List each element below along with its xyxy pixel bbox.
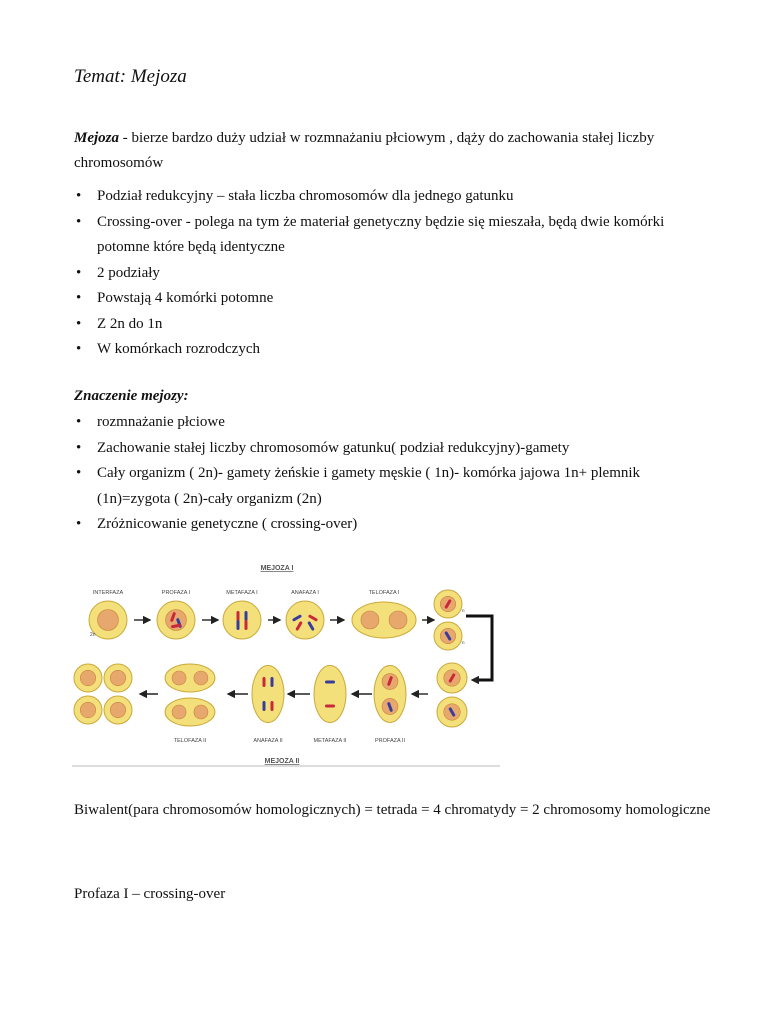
cell-shape: [286, 601, 324, 639]
nucleus-shape: [110, 702, 125, 717]
stage-label: ANAFAZA II: [253, 738, 283, 744]
chromosome-shape: [325, 705, 335, 708]
stage-label: METAFAZA II: [313, 738, 347, 744]
meiosis-significance-list: [74, 410, 714, 538]
list-item: • Zachowanie stałej liczby chromosomów gatunku( podział redukcyjny)-gamety: [74, 436, 714, 462]
intro-text: bierze bardzo duży udział w rozmnażaniu płciowym , dąży do zachowania stałej liczby chromosomów: [74, 130, 655, 171]
dividing-cell-shape: [314, 666, 346, 723]
nucleus-shape: [80, 670, 95, 685]
nucleus-shape: [361, 611, 379, 629]
ploidy-label: n: [462, 608, 465, 613]
chromosome-shape: [263, 701, 266, 711]
ploidy-label: n: [462, 640, 465, 645]
stage-label: INTERFAZA: [92, 590, 124, 596]
nucleus-shape: [194, 671, 208, 685]
nucleus-shape: [389, 611, 407, 629]
list-item: • Powstają 4 komórki potomne: [74, 286, 714, 312]
list-item: • Crossing-over - polega na tym że materiał genetyczny będzie się mieszała, będą dwie komórki potomne które będą identyczne: [74, 210, 714, 261]
nucleus-shape: [110, 670, 125, 685]
ploidy-label: 2n: [90, 632, 96, 638]
chromosome-shape: [245, 620, 248, 630]
intro-dash: -: [119, 130, 132, 146]
stage-label: PROFAZA I: [161, 590, 191, 596]
list-item: • Podział redukcyjny – stała liczba chromosomów dla jednego gatunku: [74, 184, 714, 210]
list-item: • Z 2n do 1n: [74, 312, 714, 338]
diagram-layer: [74, 590, 492, 744]
chromosome-shape: [263, 677, 266, 687]
dividing-cell-shape: [252, 666, 284, 723]
list-item: • Zróżnicowanie genetyczne ( crossing-over): [74, 512, 714, 538]
list-item: • Cały organizm ( 2n)- gamety żeńskie i gamety męskie ( 1n)- komórka jajowa 1n+ plemnik (1n)=zygota ( 2n)-cały organizm (2n): [74, 461, 714, 512]
intro-term: Mejoza: [74, 130, 119, 146]
meiosis-features-list: [74, 184, 714, 363]
chromosome-shape: [237, 620, 240, 630]
nucleus-shape: [172, 705, 186, 719]
nucleus-shape: [194, 705, 208, 719]
chromosome-shape: [271, 677, 274, 687]
list-item: • 2 podziały: [74, 261, 714, 287]
diagram-header-bottom: MEJOZA II: [264, 758, 300, 765]
chromosome-shape: [245, 611, 248, 621]
stage-label: TELOFAZA II: [173, 738, 207, 744]
stage-label: METAFAZA I: [226, 590, 258, 596]
stage-label: ANAFAZA I: [291, 590, 319, 596]
stage-label: TELOFAZA I: [368, 590, 400, 596]
diagram-header-top: MEJOZA I: [260, 565, 294, 572]
bivalent-definition: Biwalent(para chromosomów homologicznych) = tetrada = 4 chromatydy = 2 chromosomy homologiczne: [74, 802, 711, 818]
prophase-note: Profaza I – crossing-over: [74, 886, 226, 902]
chromosome-shape: [325, 681, 335, 684]
section-heading: Znaczenie mejozy:: [74, 388, 189, 404]
nucleus-shape: [172, 671, 186, 685]
chromosome-shape: [271, 701, 274, 711]
nucleus-shape: [98, 610, 119, 631]
connector-shape: [466, 616, 492, 680]
intro-paragraph: [74, 126, 714, 176]
chromosome-shape: [237, 611, 240, 621]
nucleus-shape: [80, 702, 95, 717]
meiosis-diagram: [72, 556, 502, 770]
stage-label: PROFAZA II: [375, 738, 405, 744]
list-item: • rozmnażanie płciowe: [74, 410, 714, 436]
list-item: • W komórkach rozrodczych: [74, 337, 714, 363]
cell-shape: [223, 601, 261, 639]
page-title: Temat: Mejoza: [74, 66, 187, 87]
